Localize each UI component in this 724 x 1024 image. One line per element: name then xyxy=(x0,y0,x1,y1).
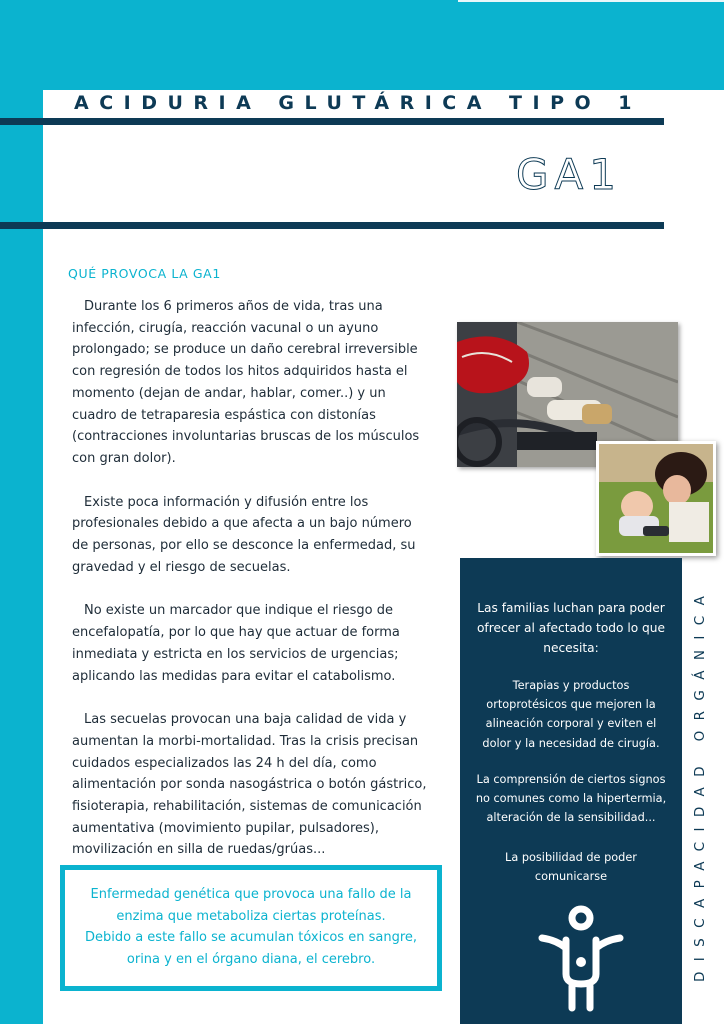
callout-line-1: Enfermedad genética que provoca una fallo de la enzima que metaboliza ciertas proteínas. xyxy=(90,887,412,924)
top-color-band xyxy=(0,0,724,90)
header-rule-bottom xyxy=(0,222,664,229)
photo-mother-child-illustration xyxy=(599,444,713,553)
callout-text xyxy=(73,884,429,970)
photo-mother-child xyxy=(596,441,716,556)
paragraph-1: Durante los 6 primeros años de vida, tras una infección, cirugía, reacción vacunal o un ayuno prolongado; se produce un daño cerebral irreversible con regresión de todos los hitos adquiridos hasta el momento (dejan de andar, hablar, comer..) y un cuadro de tetraparesia espástica con distonías (contracciones involuntarias bruscas de los músculos con gran dolor). xyxy=(72,299,420,466)
callout-line-2: Debido a este fallo se acumulan tóxicos en sangre, orina y en el órgano diana, el cerebro. xyxy=(84,930,418,967)
sidebar-item-signs: La comprensión de ciertos signos no comunes como la hipertermia, alteración de la sensibilidad... xyxy=(475,773,667,825)
disease-code xyxy=(516,150,622,199)
header-rule-top xyxy=(0,118,664,125)
callout-box xyxy=(60,865,442,991)
sidebar-heading: Las familias luchan para poder ofrecer al afectado todo lo que necesita: xyxy=(476,601,666,655)
sidebar-item-communication: La posibilidad de poder comunicarse xyxy=(505,851,637,884)
sidebar-item-therapies: Terapias y productos ortoprotésicos que mejoren la alineación corporal y eviten el dolor y la necesidad de cirugía. xyxy=(482,679,660,750)
paragraph-3: No existe un marcador que indique el riesgo de encefalopatía, por lo que hay que actuar de forma inmediata y estricta en los servicios de urgencias; aplicando las medidas para evitar el catabolismo. xyxy=(72,603,400,684)
paragraph-2: Existe poca información y difusión entre los profesionales debido a que afecta a un bajo número de personas, por ello se desconce la enfermedad, su gravedad y el riesgo de secuelas. xyxy=(72,494,416,575)
paragraph-4: Las secuelas provocan una baja calidad de vida y aumentan la morbi-mortalidad. Tras la crisis precisan cuidados especializados las 24 h del día, como alimentación por sonda nasogástrica o botón gástrico, fisioterapia, rehabilitación, sistemas de comunicación aumentativa (movimiento pupilar, pulsadores), movilización en silla de ruedas/grúas... xyxy=(72,712,427,858)
disease-code-text: GA1 xyxy=(516,150,622,199)
person-figure-icon xyxy=(536,904,626,1014)
top-band-notch xyxy=(458,0,724,2)
body-text xyxy=(72,296,432,883)
sidebar-panel xyxy=(460,558,682,1024)
vertical-category-label: DISCAPACIDAD ORGÁNICA xyxy=(692,585,708,982)
left-color-band xyxy=(0,90,43,1024)
section-heading: QUÉ PROVOCA LA GA1 xyxy=(68,266,221,281)
page-title: ACIDURIA GLUTÁRICA TIPO 1 xyxy=(74,92,642,114)
